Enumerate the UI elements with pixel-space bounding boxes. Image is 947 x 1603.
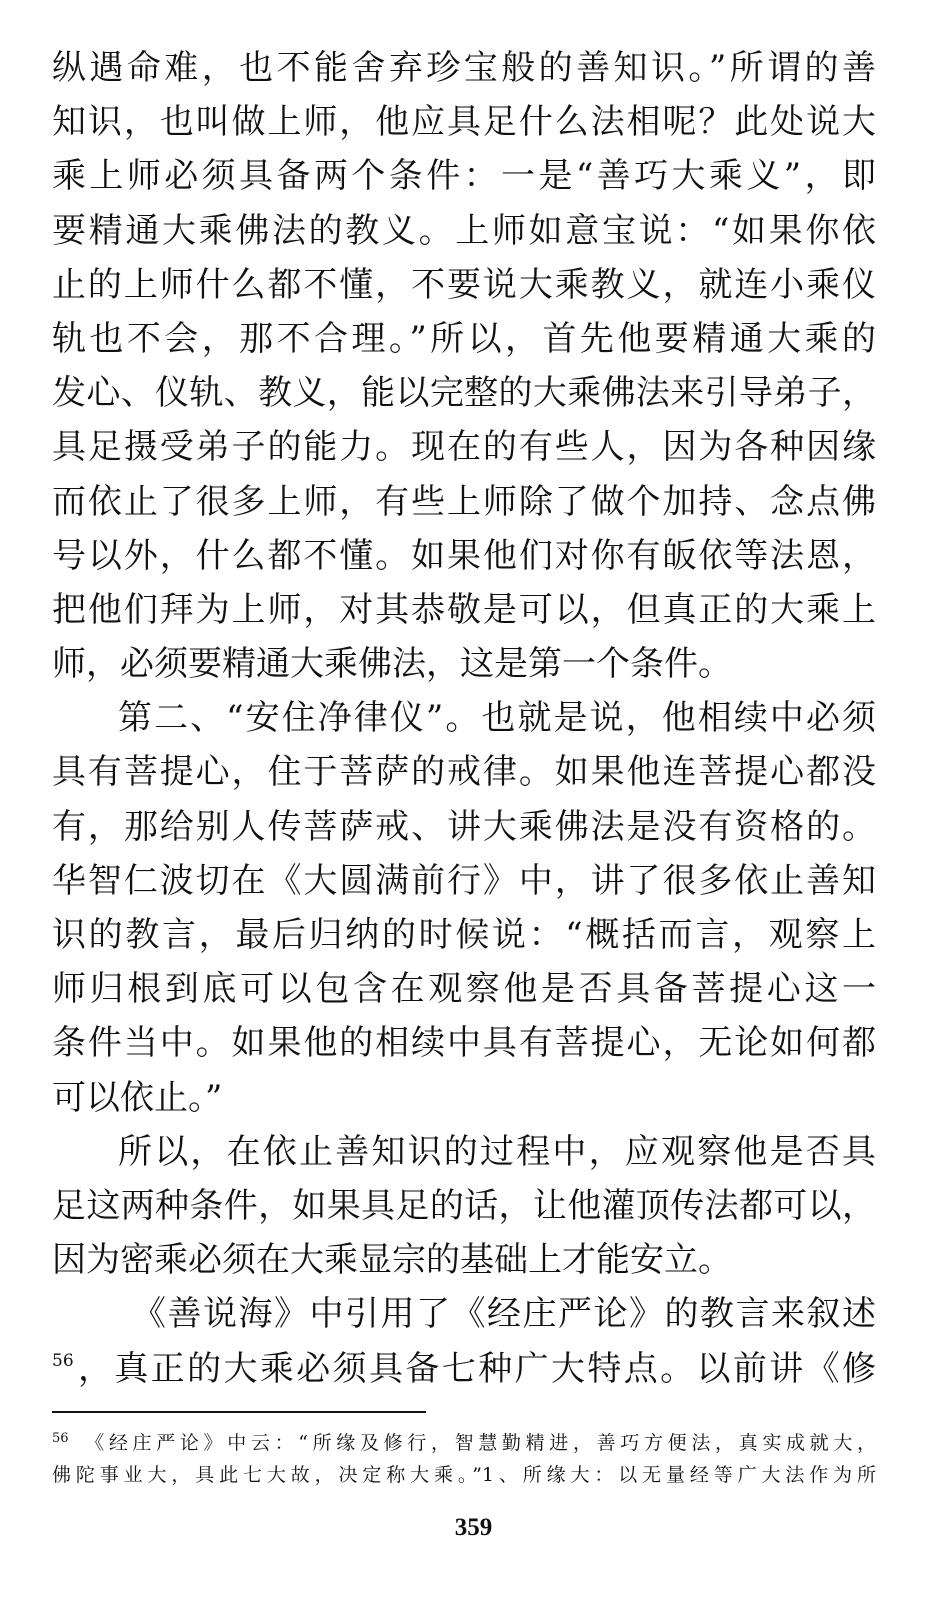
- footnote: [52, 1427, 876, 1491]
- text-line: 要精通大乘佛法的教义。上师如意宝说：“如果你依: [52, 210, 876, 251]
- text-line: 有，那给别人传菩萨戒、讲大乘佛法是没有资格的。: [52, 806, 876, 847]
- text-line: 师归根到底可以包含在观察他是否具备菩提心这一: [52, 969, 876, 1010]
- footnote-number: 56: [52, 1431, 69, 1446]
- text-line: 乘上师必须具备两个条件：一是“善巧大乘义”，即: [52, 156, 876, 197]
- text-line: 轨也不会，那不合理。”所以，首先他要精通大乘的: [52, 318, 876, 359]
- text-line: 足这两种条件，如果具足的话，让他灌顶传法都可以，: [52, 1185, 876, 1226]
- footnote-reference[interactable]: 56: [52, 1350, 74, 1371]
- text-line: 识的教言，最后归纳的时候说：“概括而言，观察上: [52, 915, 876, 955]
- paragraph-start-line: 第二、“安住净律仪”。也就是说，他相续中必须: [118, 698, 876, 739]
- text-line: 具有菩提心，住于菩萨的戒律。如果他连菩提心都没: [52, 752, 876, 793]
- text-line: 师，必须要精通大乘佛法，这是第一个条件。: [52, 644, 732, 685]
- text-line: 而依止了很多上师，有些上师除了做个加持、念点佛: [52, 481, 876, 522]
- page-number: 359: [454, 1514, 493, 1541]
- text-line: 具足摄受弟子的能力。现在的有些人，因为各种因缘: [52, 427, 876, 468]
- paragraph-start-line: 《善说海》中引用了《经庄严论》的教言来叙述: [132, 1294, 876, 1335]
- text-line-content: ，真正的大乘必须具备七种广大特点。以前讲《修: [75, 1348, 876, 1389]
- footnote-line: [52, 1427, 876, 1459]
- text-line: 止的上师什么都不懂，不要说大乘教义，就连小乘仪: [52, 264, 876, 305]
- paragraph-start-line: 所以，在依止善知识的过程中，应观察他是否具: [118, 1131, 876, 1172]
- footnote-divider: [52, 1411, 426, 1413]
- text-line: 华智仁波切在《大圆满前行》中，讲了很多依止善知: [52, 860, 876, 901]
- footnote-text: 《经庄严论》中云：“所缘及修行，智慧勤精进，善巧方便法，真实成就大，: [80, 1432, 876, 1454]
- text-line: 把他们拜为上师，对其恭敬是可以，但真正的大乘上: [52, 589, 876, 630]
- main-text: [52, 41, 876, 1396]
- text-line: 条件当中。如果他的相续中具有菩提心，无论如何都: [52, 1023, 876, 1064]
- text-line: 可以依止。”: [52, 1077, 223, 1118]
- text-line: 号以外，什么都不懂。如果他们对你有皈依等法恩，: [52, 535, 876, 576]
- footnote-line: 佛陀事业大，具此七大故，决定称大乘。”1、所缘大：以无量经等广大法作为所: [52, 1464, 876, 1486]
- text-line-with-footnote-ref: [52, 1342, 876, 1396]
- text-line: 知识，也叫做上师，他应具足什么法相呢？此处说大: [52, 102, 876, 143]
- text-line: 因为密乘必须在大乘显宗的基础上才能安立。: [52, 1240, 732, 1281]
- text-line: 发心、仪轨、教义，能以完整的大乘佛法来引导弟子，: [52, 373, 876, 414]
- text-line: 纵遇命难，也不能舍弃珍宝般的善知识。”所谓的善: [52, 48, 876, 88]
